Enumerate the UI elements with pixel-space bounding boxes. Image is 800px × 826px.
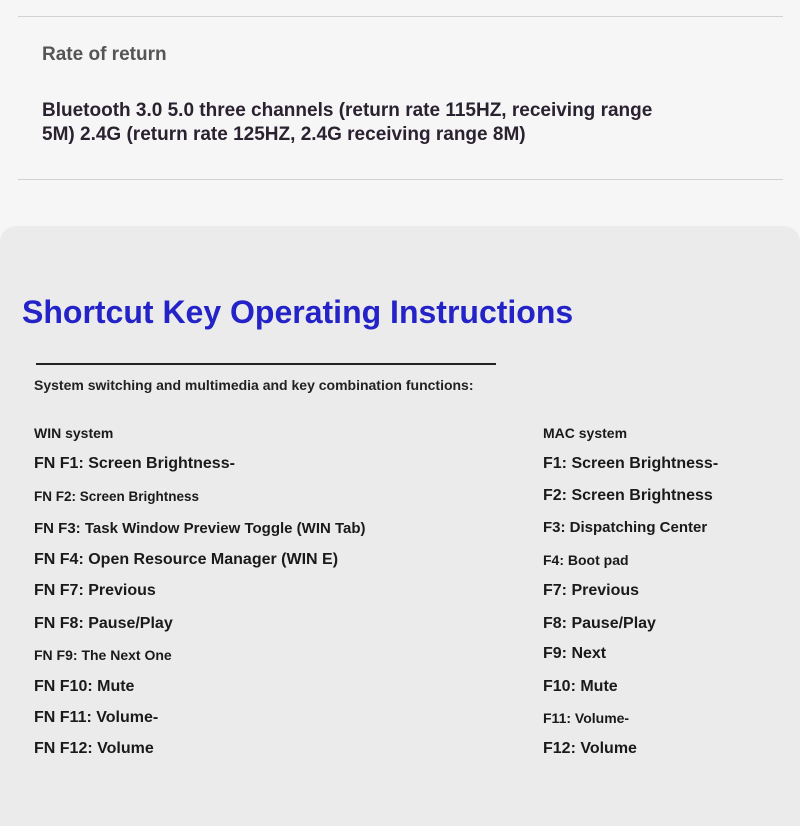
- win-shortcut-row: FN F10: Mute: [34, 678, 135, 695]
- mac-shortcut-row: F9: Next: [543, 645, 607, 662]
- win-shortcut-row: FN F7: Previous: [34, 582, 156, 599]
- mac-shortcut-row: F12: Volume: [543, 740, 637, 757]
- mac-shortcut-row: F2: Screen Brightness: [543, 487, 713, 504]
- mac-shortcut-row: F11: Volume-: [543, 710, 630, 726]
- win-shortcut-row: FN F8: Pause/Play: [34, 615, 173, 632]
- spec-divider: [18, 179, 783, 180]
- section-subtitle: System switching and multimedia and key combination functions:: [34, 377, 474, 393]
- spec-label: Rate of return: [42, 44, 167, 65]
- mac-shortcut-row: F10: Mute: [543, 678, 618, 695]
- win-shortcut-row: FN F1: Screen Brightness-: [34, 455, 235, 472]
- win-shortcut-row: FN F12: Volume: [34, 740, 154, 757]
- section-title: Shortcut Key Operating Instructions: [22, 294, 574, 330]
- mac-shortcut-row: F8: Pause/Play: [543, 615, 656, 632]
- win-shortcut-row: FN F11: Volume-: [34, 709, 159, 726]
- win-heading: WIN system: [34, 425, 114, 441]
- spec-panel: [0, 0, 800, 230]
- mac-heading: MAC system: [543, 425, 628, 441]
- win-shortcut-row: FN F3: Task Window Preview Toggle (WIN Tab): [34, 520, 366, 537]
- mac-shortcut-row: F4: Boot pad: [543, 552, 629, 568]
- mac-shortcut-row: F1: Screen Brightness-: [543, 455, 719, 472]
- win-shortcut-row: FN F9: The Next One: [34, 647, 172, 663]
- win-shortcut-row: FN F4: Open Resource Manager (WIN E): [34, 551, 339, 568]
- spec-value: Bluetooth 3.0 5.0 three channels (return rate 115HZ, receiving range 5M) 2.4G (return rate 125HZ, 2.4G receiving range 8M): [42, 100, 653, 145]
- mac-shortcut-row: F3: Dispatching Center: [543, 519, 708, 536]
- title-underline: [36, 363, 496, 365]
- mac-shortcut-row: F7: Previous: [543, 582, 640, 599]
- win-shortcut-row: FN F2: Screen Brightness: [34, 489, 200, 504]
- top-divider: [18, 16, 783, 17]
